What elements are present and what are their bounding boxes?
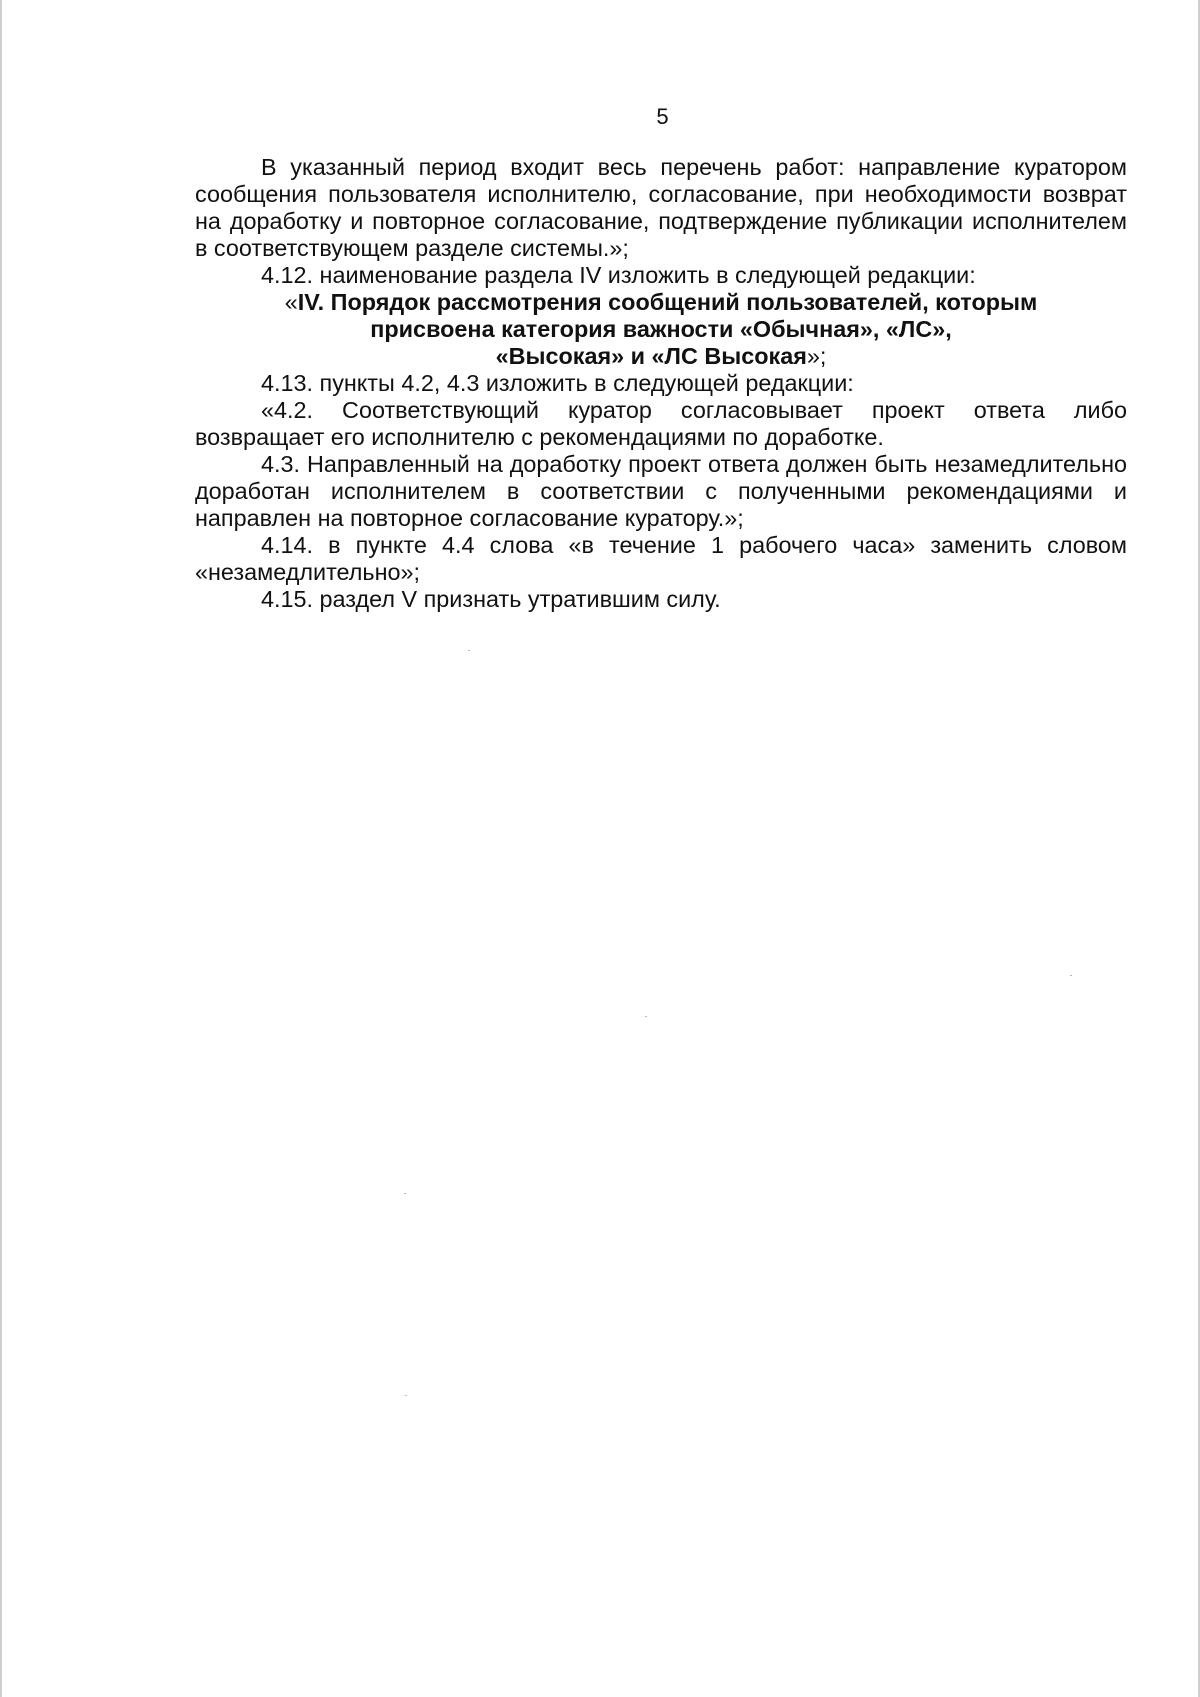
heading-close-quote: »; (806, 343, 827, 369)
paragraph-4-15: 4.15. раздел V признать утратившим силу. (261, 586, 721, 612)
page-number: 5 (656, 104, 669, 129)
document-body (195, 154, 1127, 613)
heading-line-3-text: «Высокая» и «ЛС Высокая (495, 343, 807, 369)
paragraph-item-4-3: 4.3. Направленный на доработку проект ответа должен быть незамедлительно доработан исполнителем в соответствии с полученными рекомендациями и направлен на повторное согласование куратору.»; (195, 451, 1127, 531)
heading-open-quote: « (284, 289, 298, 315)
heading-line-2: присвоена категория важности «Обычная», «ЛС», (370, 316, 952, 342)
paragraph-4-14: 4.14. в пункте 4.4 слова «в течение 1 рабочего часа» заменить словом «незамедлительно»; (195, 532, 1127, 585)
paragraph-period-scope: В указанный период входит весь перечень работ: направление куратором сообщения пользователя исполнителю, согласование, при необходимости возврат на доработку и повторное согласование, подтверждение публикации исполнителем в соответствующем разделе системы.»; (195, 154, 1127, 261)
heading-line-1-text: IV. Порядок рассмотрения сообщений пользователей, которым (297, 289, 1038, 315)
page-edge-left (0, 0, 2, 1697)
paragraph-4-13: 4.13. пункты 4.2, 4.3 изложить в следующей редакции: (261, 370, 854, 396)
scan-speck (405, 1395, 407, 1396)
paragraph-item-4-2: «4.2. Соответствующий куратор согласовывает проект ответа либо возвращает его исполнителю с рекомендациями по доработке. (195, 397, 1127, 450)
heading-line-3 (195, 343, 1127, 370)
scan-speck (468, 650, 470, 651)
paragraph-4-12: 4.12. наименование раздела IV изложить в следующей редакции: (261, 262, 976, 288)
section-iv-heading (195, 289, 1127, 370)
heading-line-1 (195, 289, 1127, 316)
scan-speck (404, 1193, 406, 1194)
scan-speck (645, 1016, 647, 1017)
scan-speck (1070, 975, 1072, 976)
